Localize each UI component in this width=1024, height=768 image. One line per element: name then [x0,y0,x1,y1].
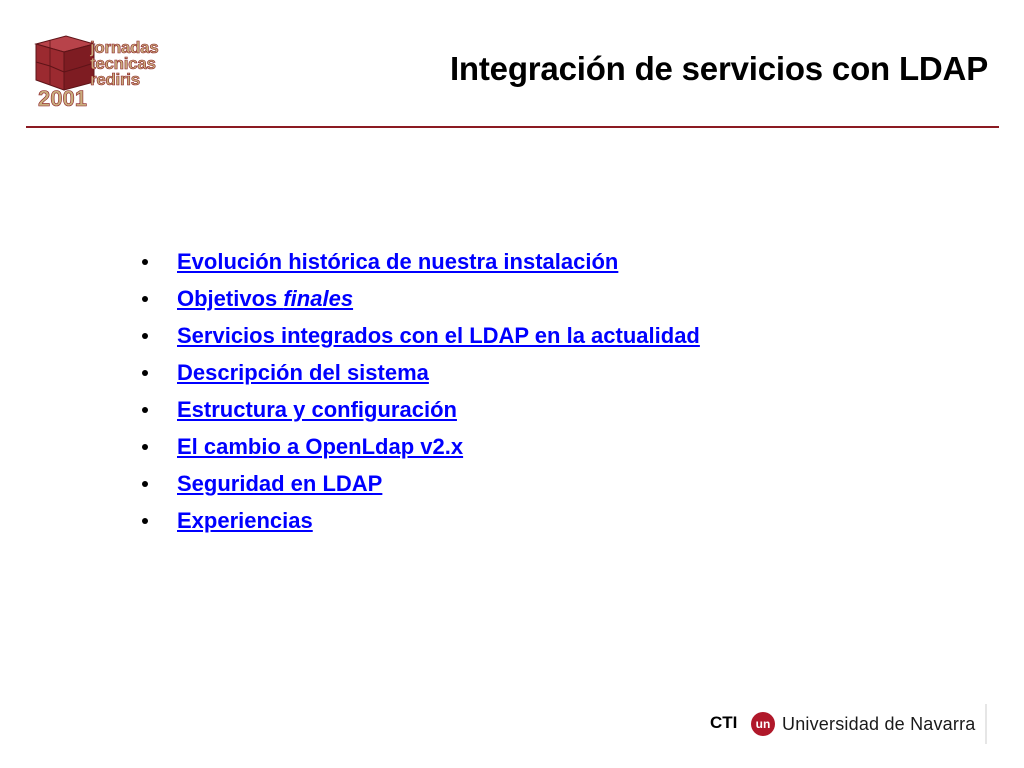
bullet-icon [142,407,148,413]
bullet-icon [142,444,148,450]
agenda-link-estructura[interactable] [177,397,457,422]
agenda-link-label-italic: finales [283,286,354,311]
agenda-link-label: Descripción del sistema [177,360,429,385]
bullet-icon [142,296,148,302]
un-logo-icon: un [751,712,775,736]
agenda-link-label: El cambio a OpenLdap v2.x [177,434,464,459]
slide-title: Integración de servicios con LDAP [449,50,988,87]
agenda-link-label: Evolución histórica de nuestra instalación [177,249,619,274]
footer-divider [985,704,987,744]
agenda-item [140,502,700,539]
title-divider [26,126,999,128]
agenda-link-openldap[interactable] [177,434,463,459]
bullet-icon [142,370,148,376]
agenda-link-label: Servicios integrados con el LDAP en la actualidad [177,323,700,348]
agenda-link-label: Estructura y configuración [177,397,457,422]
logo-text-tecnicas: tecnicas [90,54,156,73]
agenda-link-label: Seguridad en LDAP [177,471,383,496]
agenda-link-evolucion[interactable] [177,249,618,274]
agenda-item [140,428,700,465]
logo-text-rediris: rediris [90,70,140,89]
agenda-link-descripcion[interactable] [177,360,429,385]
bullet-icon [142,518,148,524]
agenda-item [140,465,700,502]
footer-cti-label: CTI [710,713,738,732]
logo-year: 2001 [38,86,87,111]
agenda-link-label: Objetivos [177,286,284,311]
agenda-item [140,391,700,428]
agenda-item [140,354,700,391]
footer-university-name: Universidad de Navarra [782,714,976,734]
bullet-icon [142,481,148,487]
agenda-link-objetivos[interactable] [177,286,353,311]
agenda-link-label: Experiencias [177,508,313,533]
agenda-item [140,317,700,354]
bullet-icon [142,333,148,339]
agenda-list [140,243,700,539]
bullet-icon [142,259,148,265]
jornadas-tecnicas-rediris-logo [30,32,175,112]
logo-text-jornadas: jornadas [90,38,159,57]
agenda-item [140,280,700,317]
agenda-item [140,243,700,280]
agenda-link-servicios[interactable] [177,323,700,348]
agenda-link-seguridad[interactable] [177,471,382,496]
agenda-link-experiencias[interactable] [177,508,313,533]
